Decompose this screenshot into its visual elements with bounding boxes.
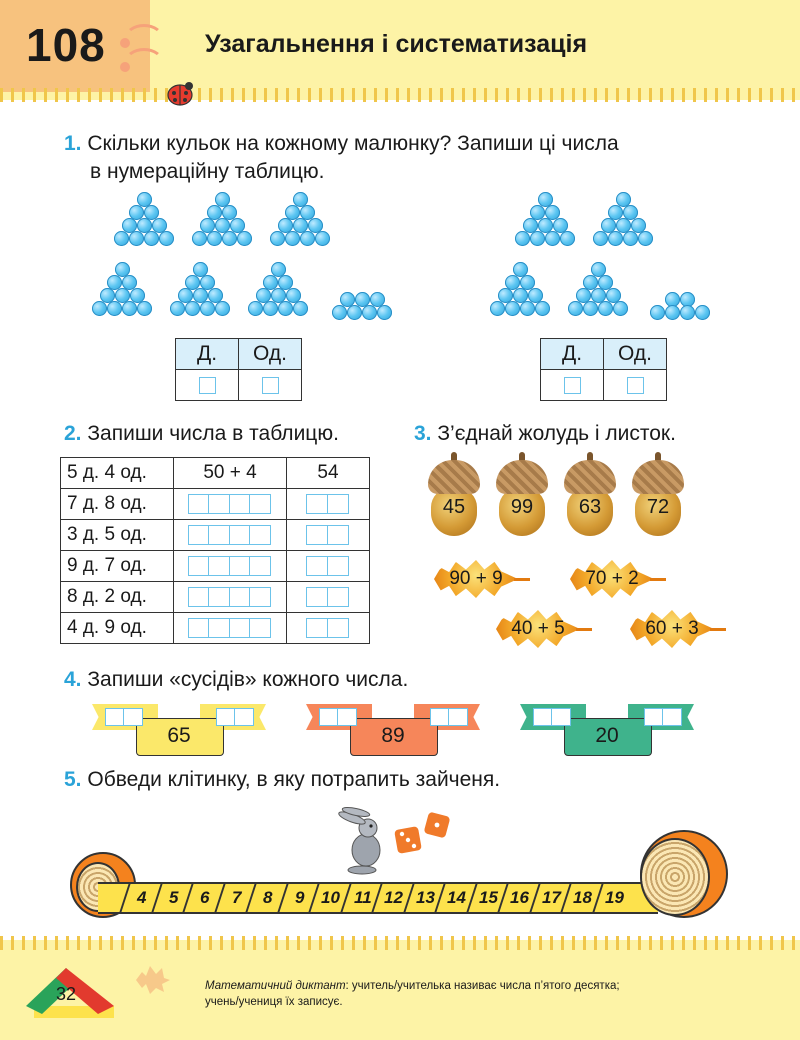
row-digits: 9 д. 7 од. <box>61 551 174 582</box>
lesson-title: Узагальнення і систематизація <box>205 30 588 58</box>
number-cell-label: 12 <box>384 888 403 907</box>
number-strip <box>98 882 658 914</box>
leaf-value: 70 + 2 <box>585 568 639 589</box>
number-cell-label: 18 <box>573 888 592 907</box>
number-cell-label: 8 <box>262 888 273 907</box>
table-row <box>61 613 370 644</box>
ribbon-number: 20 <box>595 724 619 747</box>
ones-answer-cell[interactable] <box>604 370 667 401</box>
ball <box>122 301 137 316</box>
ball <box>144 231 159 246</box>
ball <box>362 305 377 320</box>
number-answer-cells[interactable] <box>287 520 370 551</box>
ribbon-number: 65 <box>167 724 191 747</box>
ball <box>608 231 623 246</box>
acorn-value: 72 <box>646 496 670 518</box>
roll-right-core <box>640 838 710 916</box>
ball <box>200 301 215 316</box>
leaf-value: 60 + 3 <box>645 618 699 639</box>
footer-note-line1: : учитель/учителька називає числа п’ятого десятка; <box>345 980 620 992</box>
ball <box>377 305 392 320</box>
next-number-cells[interactable] <box>217 708 254 726</box>
ball <box>638 231 653 246</box>
tens-header: Д. <box>176 339 239 370</box>
neighbours-ribbon <box>306 702 480 762</box>
number-cell-label: 7 <box>231 888 241 907</box>
number-cell-label: 14 <box>447 888 466 907</box>
task1-text-line2: в нумераційну таблицю. <box>90 160 325 183</box>
acorn[interactable] <box>632 452 684 536</box>
place-value-table-right <box>540 338 667 401</box>
ball <box>92 301 107 316</box>
acorn[interactable] <box>496 452 548 536</box>
sum-answer-cells[interactable] <box>174 551 287 582</box>
task1-number: 1. <box>64 132 82 155</box>
ball <box>515 231 530 246</box>
acorn[interactable] <box>428 452 480 536</box>
page-number: 32 <box>56 984 77 1004</box>
task5-text: Обведи клітинку, в яку потрапить зайченя. <box>87 768 501 791</box>
ball <box>530 231 545 246</box>
task5-instruction <box>64 768 500 792</box>
oak-leaf[interactable] <box>630 606 724 652</box>
row-digits: 7 д. 8 од. <box>61 489 174 520</box>
ball <box>114 231 129 246</box>
tens-answer-cell[interactable] <box>541 370 604 401</box>
number-cell-label: 19 <box>604 888 624 907</box>
neighbours-ribbon <box>520 702 694 762</box>
ball <box>207 231 222 246</box>
task3-text: З’єднай жолудь і листок. <box>437 422 676 445</box>
number-answer-cells[interactable] <box>287 489 370 520</box>
ones-header: Од. <box>604 339 667 370</box>
balls-group-right <box>400 0 800 330</box>
ball <box>623 231 638 246</box>
task2-number: 2. <box>64 422 82 445</box>
number-cell-label: 9 <box>294 888 304 907</box>
ball <box>263 301 278 316</box>
ball <box>293 301 308 316</box>
ball <box>192 231 207 246</box>
ball <box>170 301 185 316</box>
ball <box>237 231 252 246</box>
grass-divider-bottom <box>0 936 800 950</box>
leaf-value: 40 + 5 <box>511 618 565 639</box>
task2-table <box>60 457 370 644</box>
footer-note-emphasis: Математичний диктант <box>205 980 346 992</box>
ball <box>347 305 362 320</box>
ball <box>695 305 710 320</box>
next-number-cells[interactable] <box>431 708 468 726</box>
table-row-example <box>61 458 370 489</box>
ball <box>137 301 152 316</box>
ball <box>215 301 230 316</box>
table-row <box>61 489 370 520</box>
tens-answer-cell[interactable] <box>176 370 239 401</box>
number-answer-cells[interactable] <box>287 613 370 644</box>
ones-header: Од. <box>239 339 302 370</box>
example-sum: 50 + 4 <box>174 458 287 489</box>
ball <box>593 231 608 246</box>
ball <box>598 301 613 316</box>
table-row <box>61 520 370 551</box>
ball <box>613 301 628 316</box>
ball <box>665 305 680 320</box>
number-cell-label: 16 <box>510 888 529 907</box>
number-cell-label: 15 <box>478 888 498 907</box>
ball <box>248 301 263 316</box>
ball <box>300 231 315 246</box>
example-digits: 5 д. 4 од. <box>61 458 174 489</box>
acorn[interactable] <box>564 452 616 536</box>
oak-leaf[interactable] <box>496 606 590 652</box>
task1-text-line1: Скільки кульок на кожному малюнку? Запиши ці числа <box>87 132 619 155</box>
ball <box>520 301 535 316</box>
balls-group-left <box>0 0 400 330</box>
number-cell-label: 10 <box>321 888 340 907</box>
ball <box>490 301 505 316</box>
number-cell-label: 13 <box>415 888 435 907</box>
ball <box>315 231 330 246</box>
oak-leaf[interactable] <box>434 556 528 602</box>
ball <box>332 305 347 320</box>
sum-answer-cells[interactable] <box>174 582 287 613</box>
neighbours-ribbon <box>92 702 266 762</box>
ones-answer-cell[interactable] <box>239 370 302 401</box>
task4-instruction <box>64 668 408 692</box>
footer-note <box>205 978 765 1010</box>
task4-text: Запиши «сусідів» кожного числа. <box>87 668 409 691</box>
task4-number: 4. <box>64 668 82 691</box>
number-cell-label: 4 <box>136 888 147 907</box>
table-row <box>61 582 370 613</box>
ball <box>159 231 174 246</box>
acorn-value: 63 <box>578 496 602 518</box>
lesson-number: 108 <box>26 19 106 71</box>
ball <box>560 231 575 246</box>
ball <box>505 301 520 316</box>
number-answer-cells[interactable] <box>287 551 370 582</box>
task2-text: Запиши числа в таблицю. <box>87 422 339 445</box>
number-cell-label: 17 <box>541 888 561 907</box>
ball <box>129 231 144 246</box>
row-digits: 8 д. 2 од. <box>61 582 174 613</box>
acorn-value: 99 <box>510 496 534 518</box>
example-number: 54 <box>287 458 370 489</box>
number-cell-label: 5 <box>168 888 178 907</box>
leaf-decor-icon <box>132 962 172 996</box>
oak-leaf[interactable] <box>570 556 664 602</box>
tens-header: Д. <box>541 339 604 370</box>
ribbon-number: 89 <box>381 724 405 747</box>
task2-instruction <box>64 422 339 446</box>
sum-answer-cells[interactable] <box>174 489 287 520</box>
table-row <box>61 551 370 582</box>
ball <box>222 231 237 246</box>
number-cell-label: 6 <box>199 888 210 907</box>
ball <box>568 301 583 316</box>
ball <box>583 301 598 316</box>
ball <box>545 231 560 246</box>
ball <box>680 305 695 320</box>
row-digits: 3 д. 5 од. <box>61 520 174 551</box>
footer-note-line2: учень/учениця їх записує. <box>205 996 343 1008</box>
leaf-value: 90 + 9 <box>449 568 503 589</box>
number-answer-cells[interactable] <box>287 582 370 613</box>
sum-answer-cells[interactable] <box>174 520 287 551</box>
acorn-value: 45 <box>442 496 466 518</box>
next-number-cells[interactable] <box>645 708 682 726</box>
ball <box>185 301 200 316</box>
ball <box>285 231 300 246</box>
sum-answer-cells[interactable] <box>174 613 287 644</box>
place-value-table-left <box>175 338 302 401</box>
task3-number: 3. <box>414 422 432 445</box>
ball <box>535 301 550 316</box>
ball <box>107 301 122 316</box>
row-digits: 4 д. 9 од. <box>61 613 174 644</box>
task3-instruction <box>414 422 676 446</box>
dice-icon <box>390 810 460 860</box>
task5-number: 5. <box>64 768 82 791</box>
ball <box>278 301 293 316</box>
ball <box>650 305 665 320</box>
number-cell-label: 11 <box>353 888 371 907</box>
ball <box>270 231 285 246</box>
